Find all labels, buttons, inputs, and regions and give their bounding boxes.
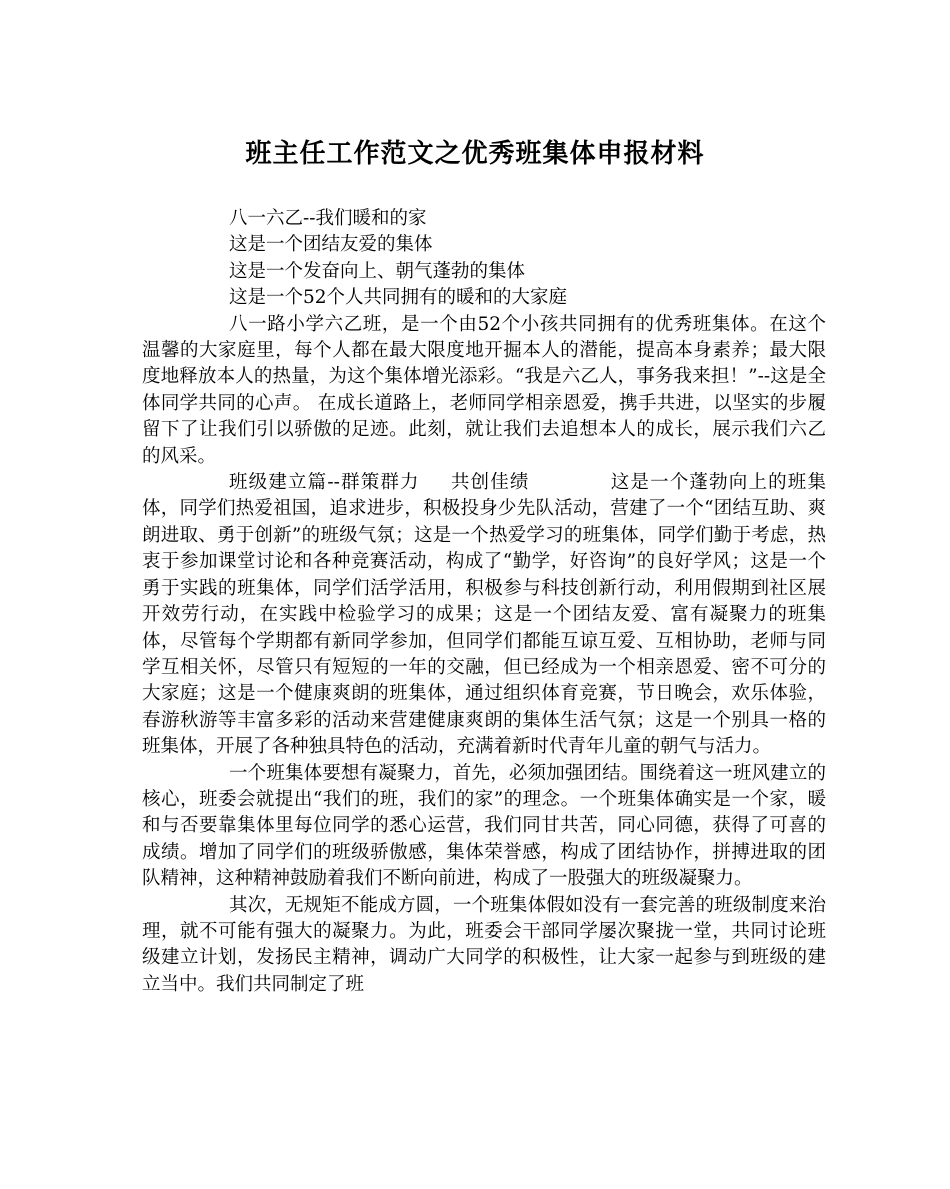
section-paragraph	[142, 470, 826, 760]
section-heading-part2: 共创佳绩	[449, 472, 530, 494]
section-heading-part1: 班级建立篇--群策群力	[229, 472, 420, 494]
stanza-line: 这是一个52个人共同拥有的暖和的大家庭	[229, 287, 568, 309]
unity-paragraph: 一个班集体要想有凝聚力，首先，必须加强团结。围绕着这一班风建立的核心，班委会就提出“我们的班，我们的家”的理念。一个班集体确实是一个家，暖和与否要靠集体里每位同学的悉心运营，我们同甘共苦，同心同德，获得了可喜的成绩。增加了同学们的班级骄傲感，集体荣誉感，构成了团结协作，拼搏进取的团队精神，这种精神鼓励着我们不断向前进，构成了一股强大的班级凝聚力。	[142, 762, 826, 890]
section-text: 这是一个蓬勃向上的班集体，同学们热爱祖国，追求进步，积极投身少先队活动，营建了一个“团结互助、爽朗进取、勇于创新”的班级气氛；这是一个热爱学习的班集体，同学们勤于考虑，热衷于参加课堂讨论和各种竞赛活动，构成了“勤学，好咨询”的良好学风；这是一个勇于实践的班集体，同学们活学活用，积极参与科技创新行动，利用假期到社区展开效劳行动，在实践中检验学习的成果；这是一个团结友爱、富有凝聚力的班集体，尽管每个学期都有新同学参加，但同学们都能互谅互爱、互相协助，老师与同学互相关怀，尽管只有短短的一年的交融，但已经成为一个相亲恩爱、密不可分的大家庭；这是一个健康爽朗的班集体，通过组织体育竞赛，节日晚会，欢乐体验，春游秋游等丰富多彩的活动来营建健康爽朗的集体生活气氛；这是一个别具一格的班集体，开展了各种独具特色的活动，充满着新时代青年儿童的朝气与活力。	[142, 472, 826, 758]
stanza-line: 这是一个团结友爱的集体	[229, 234, 433, 256]
intro-paragraph: 八一路小学六乙班，是一个由52个小孩共同拥有的优秀班集体。在这个温馨的大家庭里，每个人都在最大限度地开掘本人的潜能，提高本身素养；最大限度地释放本人的热量，为这个集体增光添彩。“我是六乙人，事务我来担！”--这是全体同学共同的心声。 在成长道路上，老师同学相亲恩爱，携手共进，以坚实的步履留下了让我们引以骄傲的足迹。此刻，就让我们去追想本人的成长，展示我们六乙的风采。	[142, 313, 826, 467]
rules-paragraph: 其次，无规矩不能成方圆，一个班集体假如没有一套完善的班级制度来治理，就不可能有强大的凝聚力。为此，班委会干部同学屡次聚拢一堂，共同讨论班级建立计划，发扬民主精神，调动广大同学的积极性，让大家一起参与到班级的建立当中。我们共同制定了班	[142, 894, 826, 995]
document-body	[142, 206, 826, 998]
document-title: 班主任工作范文之优秀班集体申报材料	[245, 139, 705, 169]
stanza-line: 八一六乙--我们暖和的家	[229, 208, 427, 229]
stanza-line: 这是一个发奋向上、朝气蓬勃的集体	[229, 260, 526, 282]
